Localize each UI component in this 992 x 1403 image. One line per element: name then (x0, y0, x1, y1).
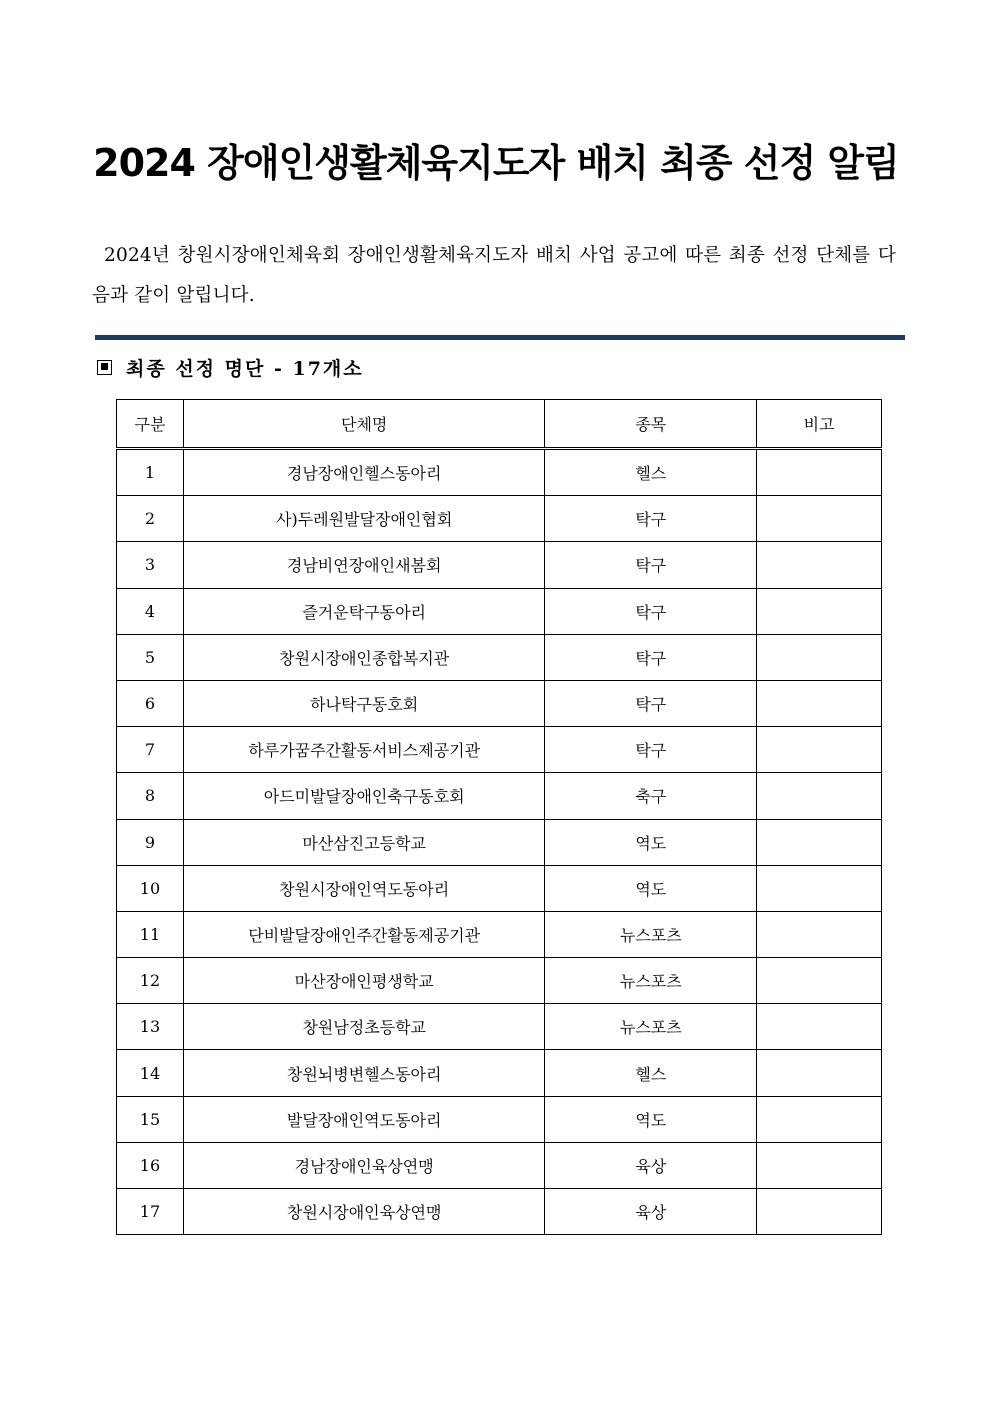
table-row (117, 588, 882, 634)
row-note (757, 773, 882, 819)
table-row (117, 496, 882, 542)
filled-square-icon (97, 360, 112, 375)
organization-name: 경남장애인헬스동아리 (183, 449, 545, 496)
sport-name: 육상 (545, 1189, 757, 1235)
row-number: 2 (117, 496, 184, 542)
section-heading (97, 352, 364, 382)
sport-name: 탁구 (545, 542, 757, 588)
sport-name: 육상 (545, 1142, 757, 1188)
row-note (757, 1142, 882, 1188)
row-note (757, 911, 882, 957)
organization-name: 하루가꿈주간활동서비스제공기관 (183, 727, 545, 773)
table-row (117, 773, 882, 819)
row-note (757, 542, 882, 588)
row-note (757, 588, 882, 634)
table-row (117, 819, 882, 865)
organization-name: 마산장애인평생학교 (183, 958, 545, 1004)
table-row (117, 1142, 882, 1188)
organization-name: 발달장애인역도동아리 (183, 1096, 545, 1142)
organization-name: 창원시장애인종합복지관 (183, 634, 545, 680)
organization-name: 창원남정초등학교 (183, 1004, 545, 1050)
row-number: 17 (117, 1189, 184, 1235)
row-note (757, 449, 882, 496)
sport-name: 탁구 (545, 727, 757, 773)
organization-name: 단비발달장애인주간활동제공기관 (183, 911, 545, 957)
section-divider (95, 335, 905, 340)
table-row (117, 1189, 882, 1235)
organization-name: 창원시장애인육상연맹 (183, 1189, 545, 1235)
row-note (757, 1096, 882, 1142)
organization-name: 경남장애인육상연맹 (183, 1142, 545, 1188)
table-row (117, 542, 882, 588)
organization-name: 즐거운탁구동아리 (183, 588, 545, 634)
header-note: 비고 (757, 400, 882, 449)
row-number: 15 (117, 1096, 184, 1142)
row-number: 5 (117, 634, 184, 680)
sport-name: 탁구 (545, 588, 757, 634)
sport-name: 헬스 (545, 449, 757, 496)
table-row (117, 958, 882, 1004)
table-body (117, 449, 882, 1235)
row-note (757, 1004, 882, 1050)
row-number: 6 (117, 680, 184, 726)
sport-name: 뉴스포츠 (545, 958, 757, 1004)
organization-name: 아드미발달장애인축구동호회 (183, 773, 545, 819)
row-note (757, 727, 882, 773)
row-number: 12 (117, 958, 184, 1004)
table-row (117, 1050, 882, 1096)
row-number: 13 (117, 1004, 184, 1050)
row-number: 8 (117, 773, 184, 819)
row-number: 10 (117, 865, 184, 911)
sport-name: 뉴스포츠 (545, 911, 757, 957)
organization-name: 마산삼진고등학교 (183, 819, 545, 865)
row-note (757, 634, 882, 680)
row-note (757, 819, 882, 865)
sport-name: 헬스 (545, 1050, 757, 1096)
table-row (117, 911, 882, 957)
row-note (757, 865, 882, 911)
row-note (757, 680, 882, 726)
sport-name: 역도 (545, 865, 757, 911)
header-number: 구분 (117, 400, 184, 449)
row-number: 7 (117, 727, 184, 773)
organization-name: 하나탁구동호회 (183, 680, 545, 726)
header-organization: 단체명 (183, 400, 545, 449)
table-row (117, 634, 882, 680)
row-number: 11 (117, 911, 184, 957)
row-note (757, 496, 882, 542)
organization-name: 사)두레원발달장애인협회 (183, 496, 545, 542)
table-header-row (117, 400, 882, 449)
sport-name: 탁구 (545, 634, 757, 680)
row-number: 9 (117, 819, 184, 865)
table-row (117, 1004, 882, 1050)
organization-name: 경남비연장애인새봄회 (183, 542, 545, 588)
table-row (117, 865, 882, 911)
sport-name: 탁구 (545, 680, 757, 726)
row-number: 16 (117, 1142, 184, 1188)
page-title: 2024 장애인생활체육지도자 배치 최종 선정 알림 (93, 141, 899, 185)
row-note (757, 958, 882, 1004)
sport-name: 탁구 (545, 496, 757, 542)
table-row (117, 680, 882, 726)
organization-name: 창원시장애인역도동아리 (183, 865, 545, 911)
row-note (757, 1189, 882, 1235)
selection-table (116, 399, 882, 1235)
table-row (117, 1096, 882, 1142)
sport-name: 역도 (545, 819, 757, 865)
organization-name: 창원뇌병변헬스동아리 (183, 1050, 545, 1096)
section-heading-label: 최종 선정 명단 - 17개소 (126, 357, 364, 380)
table-row (117, 727, 882, 773)
sport-name: 축구 (545, 773, 757, 819)
row-number: 4 (117, 588, 184, 634)
header-sport: 종목 (545, 400, 757, 449)
row-number: 14 (117, 1050, 184, 1096)
sport-name: 뉴스포츠 (545, 1004, 757, 1050)
table-row (117, 449, 882, 496)
row-number: 1 (117, 449, 184, 496)
row-number: 3 (117, 542, 184, 588)
intro-paragraph: 2024년 창원시장애인체육회 장애인생활체육지도자 배치 사업 공고에 따른 최종 선정 단체를 다음과 같이 알립니다. (92, 245, 896, 306)
row-note (757, 1050, 882, 1096)
sport-name: 역도 (545, 1096, 757, 1142)
